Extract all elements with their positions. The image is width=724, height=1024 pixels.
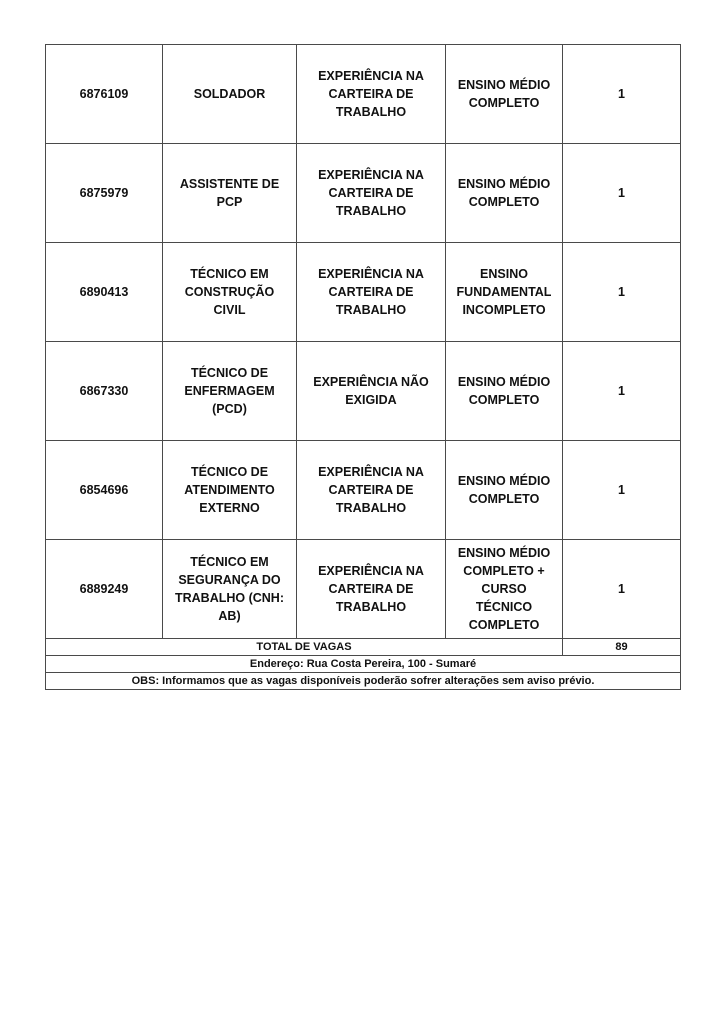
job-code: 6867330 (46, 342, 163, 441)
vacancy-count: 1 (563, 342, 681, 441)
job-title: ASSISTENTE DE PCP (163, 144, 297, 243)
education-requirement: ENSINO MÉDIO COMPLETO (446, 342, 563, 441)
education-requirement: ENSINO MÉDIO COMPLETO (446, 441, 563, 540)
vacancy-count: 1 (563, 441, 681, 540)
note-row (46, 673, 681, 690)
table-row (46, 342, 681, 441)
total-row (46, 639, 681, 656)
total-value: 89 (563, 639, 681, 656)
disclaimer-note: OBS: Informamos que as vagas disponíveis poderão sofrer alterações sem aviso prévio. (46, 673, 681, 690)
total-label: TOTAL DE VAGAS (46, 639, 563, 656)
education-requirement: ENSINO MÉDIO COMPLETO (446, 45, 563, 144)
vacancy-count: 1 (563, 243, 681, 342)
experience-requirement: EXPERIÊNCIA NA CARTEIRA DE TRABALHO (297, 441, 446, 540)
vacancy-count: 1 (563, 45, 681, 144)
experience-requirement: EXPERIÊNCIA NÃO EXIGIDA (297, 342, 446, 441)
job-listings-table (45, 44, 681, 690)
job-title: TÉCNICO DE ATENDIMENTO EXTERNO (163, 441, 297, 540)
address-text: Endereço: Rua Costa Pereira, 100 - Sumaré (46, 656, 681, 673)
table-row (46, 441, 681, 540)
education-requirement: ENSINO MÉDIO COMPLETO + CURSO TÉCNICO COMPLETO (446, 540, 563, 639)
job-title: SOLDADOR (163, 45, 297, 144)
table-row (46, 243, 681, 342)
table-row (46, 144, 681, 243)
experience-requirement: EXPERIÊNCIA NA CARTEIRA DE TRABALHO (297, 540, 446, 639)
job-title: TÉCNICO EM SEGURANÇA DO TRABALHO (CNH: AB) (163, 540, 297, 639)
vacancy-count: 1 (563, 540, 681, 639)
job-code: 6890413 (46, 243, 163, 342)
job-code: 6889249 (46, 540, 163, 639)
job-title: TÉCNICO EM CONSTRUÇÃO CIVIL (163, 243, 297, 342)
table-row (46, 45, 681, 144)
experience-requirement: EXPERIÊNCIA NA CARTEIRA DE TRABALHO (297, 144, 446, 243)
job-code: 6876109 (46, 45, 163, 144)
job-code: 6875979 (46, 144, 163, 243)
table-row (46, 540, 681, 639)
experience-requirement: EXPERIÊNCIA NA CARTEIRA DE TRABALHO (297, 243, 446, 342)
education-requirement: ENSINO MÉDIO COMPLETO (446, 144, 563, 243)
education-requirement: ENSINO FUNDAMENTAL INCOMPLETO (446, 243, 563, 342)
experience-requirement: EXPERIÊNCIA NA CARTEIRA DE TRABALHO (297, 45, 446, 144)
job-code: 6854696 (46, 441, 163, 540)
job-title: TÉCNICO DE ENFERMAGEM (PCD) (163, 342, 297, 441)
address-row (46, 656, 681, 673)
vacancy-count: 1 (563, 144, 681, 243)
